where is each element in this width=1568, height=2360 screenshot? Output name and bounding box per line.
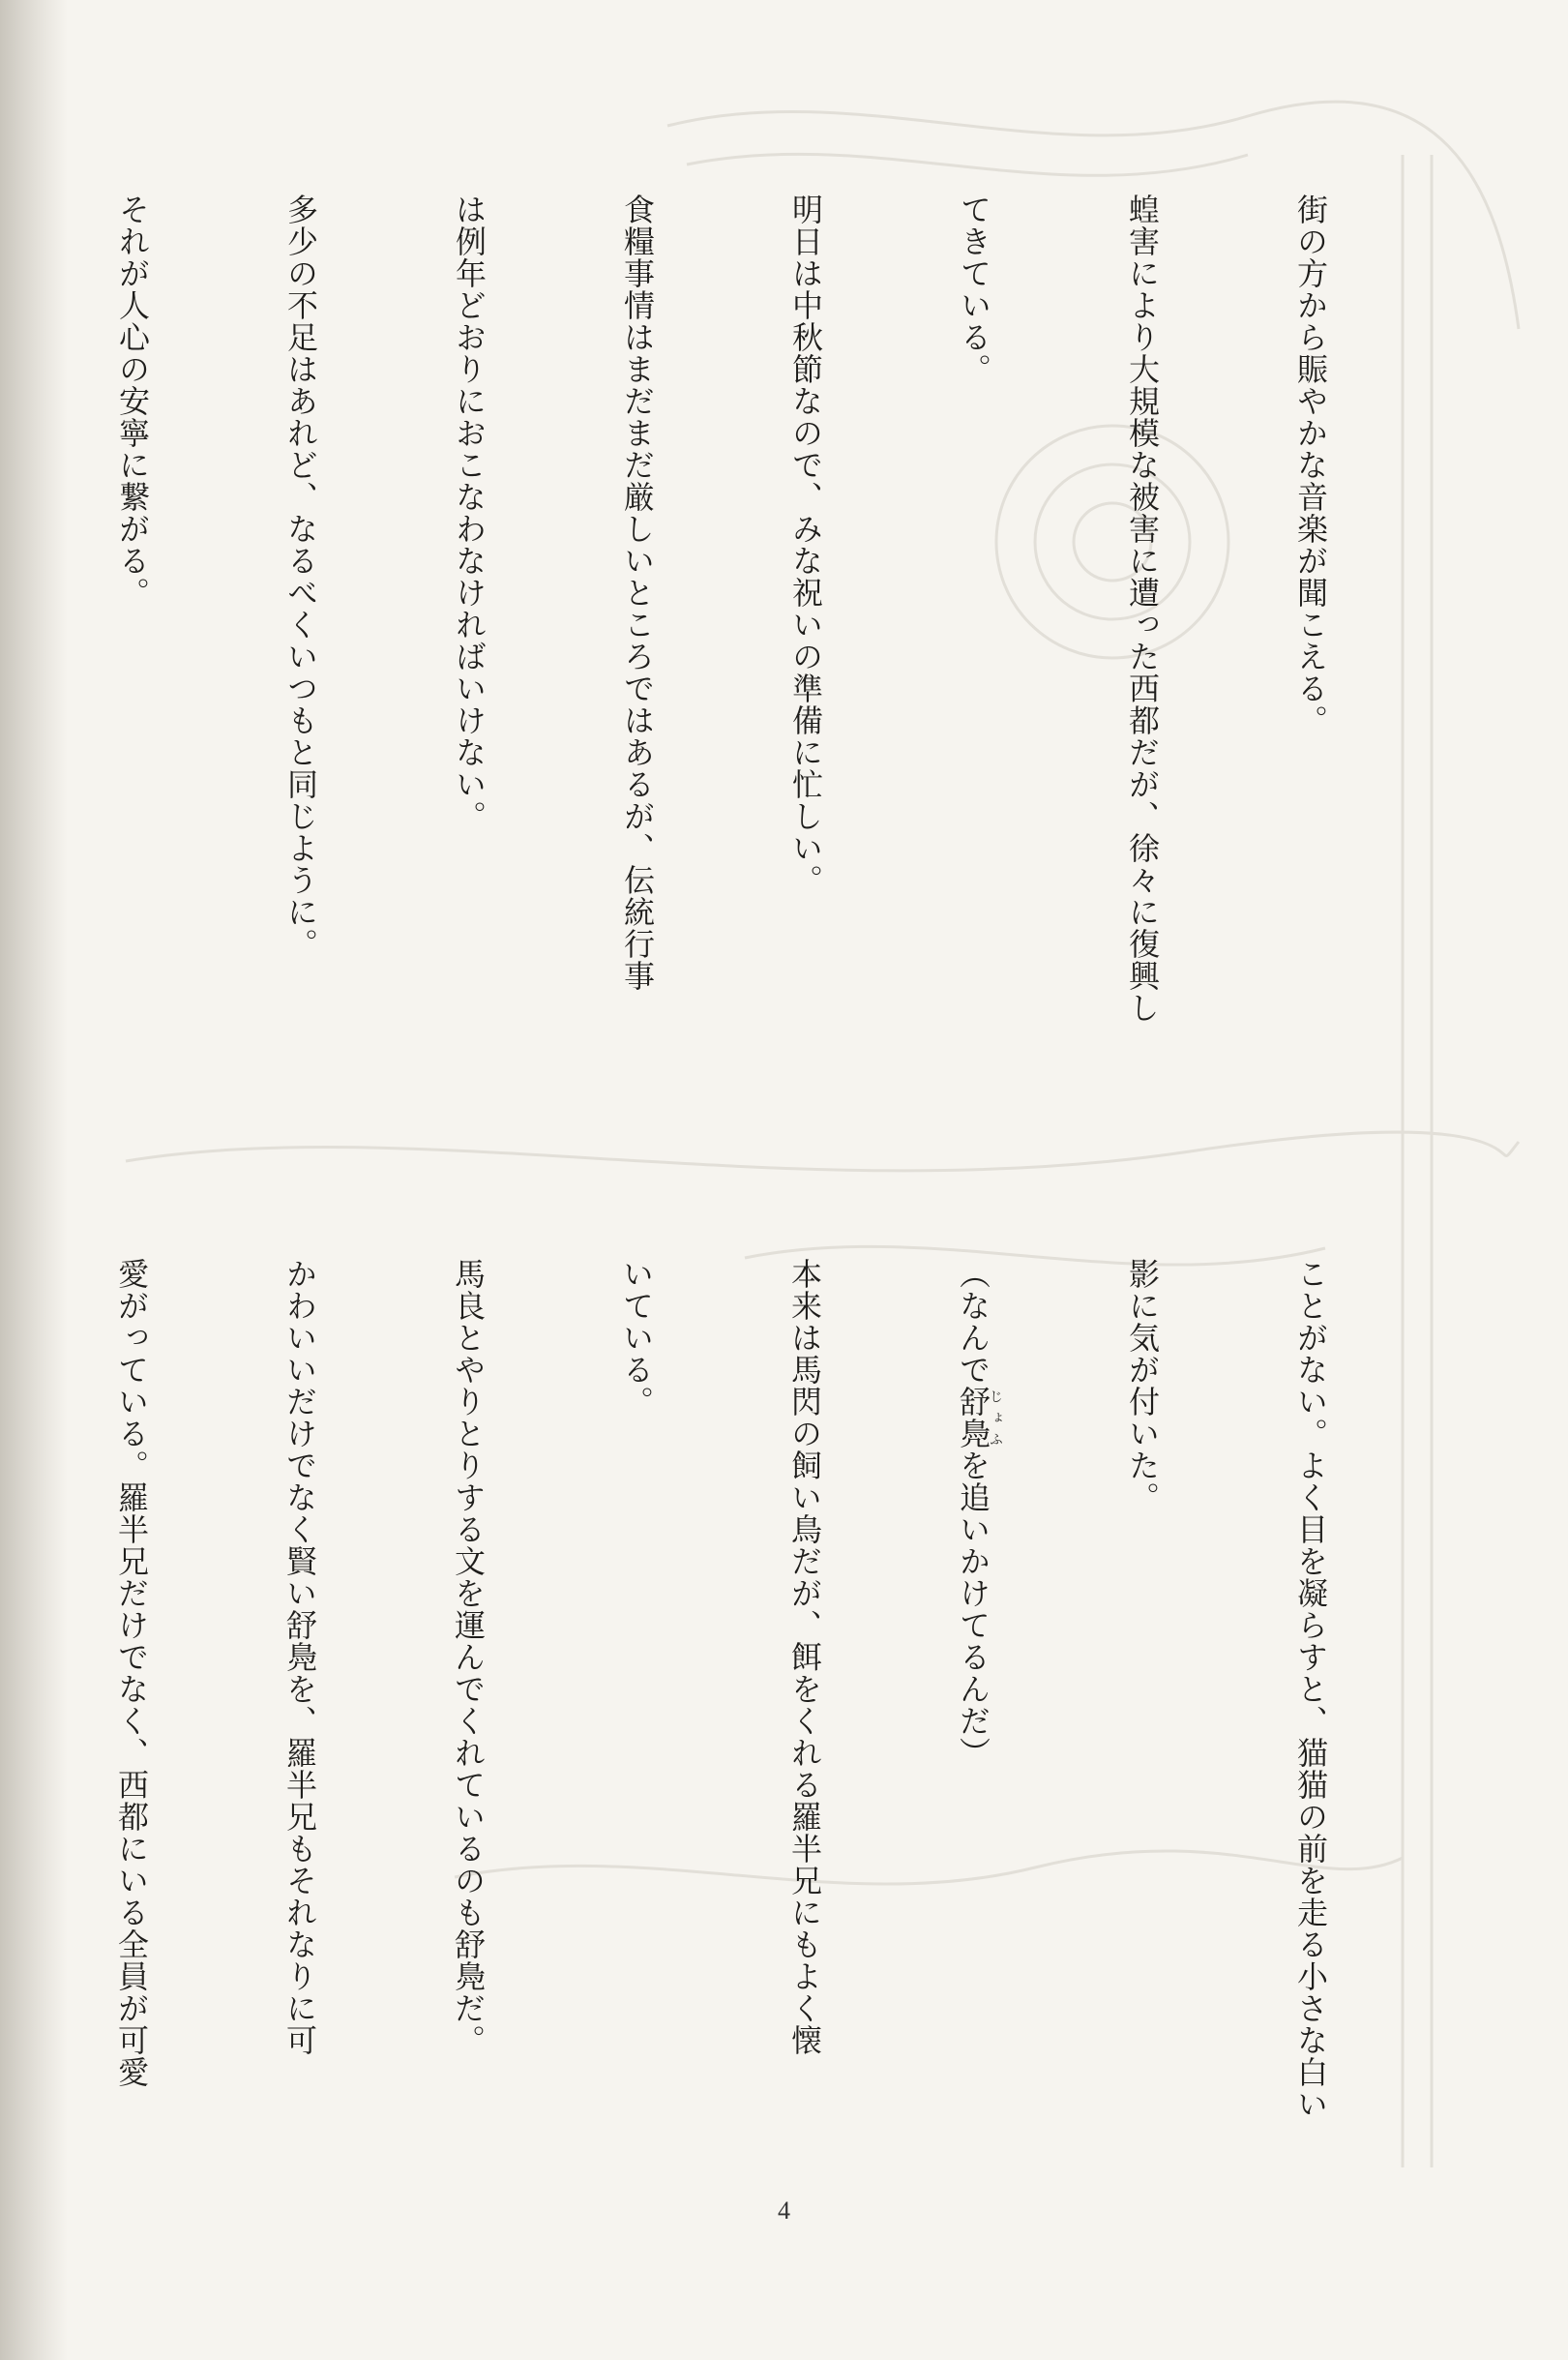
lower-text-block bbox=[113, 1258, 1451, 2129]
text-line: 蝗害により大規模な被害に遭った西都だが、徐々に復興し bbox=[1124, 194, 1161, 1024]
text-line: それが人心の安寧に繋がる。 bbox=[114, 194, 151, 609]
text-line: 明日は中秋節なので、みな祝いの準備に忙しい。 bbox=[787, 194, 824, 896]
text-line: いている。 bbox=[618, 1258, 655, 1418]
text-line: は例年どおりにおこなわなければいけない。 bbox=[451, 194, 488, 832]
text-line: ことがない。よく目を凝らすと、猫猫の前を走る小さな白い bbox=[1292, 1258, 1329, 2120]
text-line: 本来は馬閃の飼い鳥だが、餌をくれる羅半兄にもよく懐 bbox=[786, 1258, 823, 2056]
text-line: 街の方から賑やかな音楽が聞こえる。 bbox=[1292, 194, 1329, 736]
ruby-word bbox=[955, 1386, 1003, 1449]
text-line: てきている。 bbox=[956, 194, 992, 385]
page-number: 4 bbox=[778, 2196, 790, 2225]
text-line: 食糧事情はまだまだ厳しいところではあるが、伝統行事 bbox=[619, 194, 656, 992]
text-line: 影に気が付いた。 bbox=[1124, 1258, 1161, 1513]
ruby-base: 舒鳧 bbox=[955, 1386, 991, 1449]
ruby-reading: じょふ bbox=[988, 1386, 1003, 1449]
text-segment: を追いかけてるんだ） bbox=[955, 1449, 991, 1769]
text-line: かわいいだけでなく賢い舒鳧を、羅半兄もそれなりに可 bbox=[281, 1258, 318, 2056]
text-line-with-ruby bbox=[945, 1258, 1002, 2129]
text-line: 馬良とやりとりする文を運んでくれているのも舒鳧だ。 bbox=[450, 1258, 487, 2056]
text-segment: （なんで bbox=[955, 1258, 991, 1386]
upper-text-block bbox=[116, 194, 1451, 1161]
text-line: 多少の不足はあれど、なるべくいつもと同じように。 bbox=[282, 194, 319, 960]
text-line: 愛がっている。羅半兄だけでなく、西都にいる全員が可愛 bbox=[113, 1258, 150, 2088]
